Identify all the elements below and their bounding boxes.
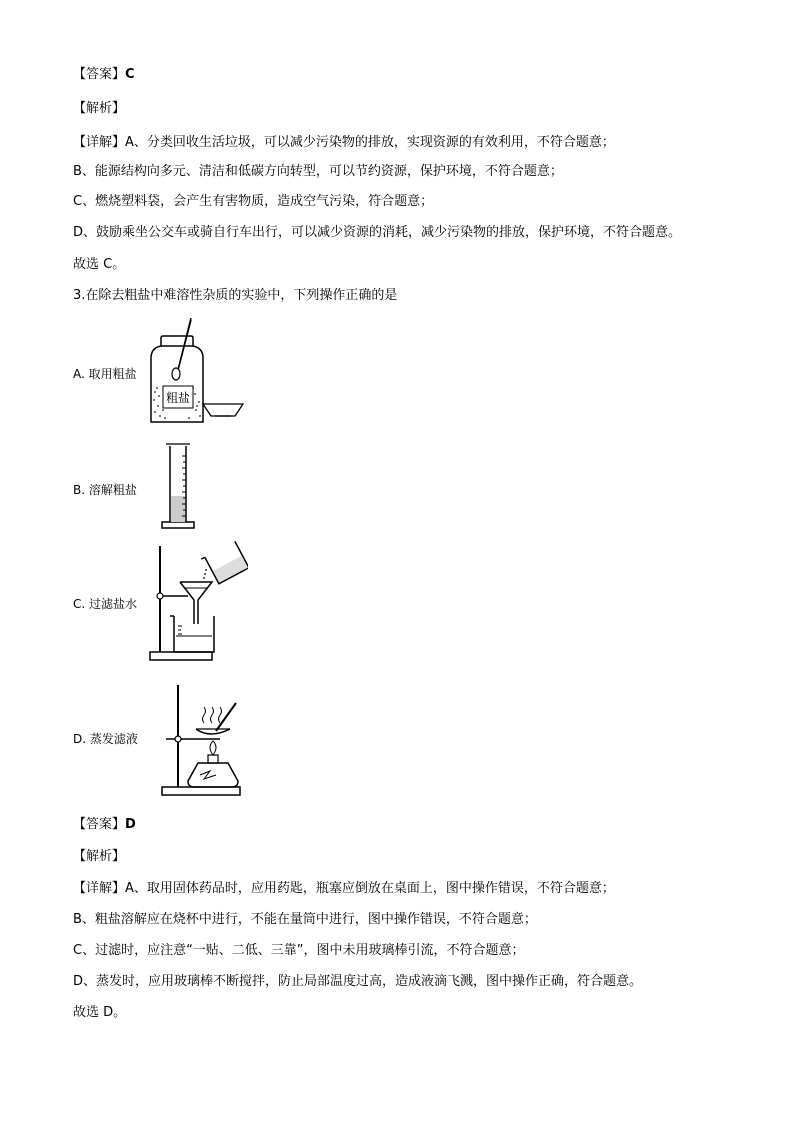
answer-value: C [125, 67, 135, 82]
detail-line: 【详解】A、取用固体药品时，应用药匙，瓶塞应倒放在桌面上，图中操作错误，不符合题意； [73, 881, 615, 896]
answer-line-2 [73, 816, 136, 834]
answer-tag: 【答案】 [73, 67, 126, 82]
answer-line-1 [73, 66, 135, 84]
analysis-heading-2: 【解析】 [73, 849, 126, 864]
option-a-figure [145, 318, 249, 426]
conclusion-line: 故选 D。 [73, 1005, 127, 1020]
question-stem: 3.在除去粗盐中难溶性杂质的实验中，下列操作正确的是 [73, 288, 398, 303]
analysis-heading-1: 【解析】 [73, 101, 126, 116]
answer-tag: 【答案】 [73, 817, 126, 832]
detail-line: 【详解】A、分类回收生活垃圾，可以减少污染物的排放，实现资源的有效利用，不符合题意； [73, 135, 615, 150]
detail-line: C、燃烧塑料袋，会产生有害物质，造成空气污染，符合题意； [73, 194, 434, 209]
conclusion-line: 故选 C。 [73, 257, 126, 272]
detail-line: B、粗盐溶解应在烧杯中进行，不能在量筒中进行，图中操作错误，不符合题意； [73, 912, 537, 927]
option-c-figure [148, 540, 248, 662]
option-c-label: C. 过滤盐水 [73, 597, 138, 611]
detail-line: D、鼓励乘坐公交车或骑自行车出行，可以减少资源的消耗，减少污染物的排放，保护环境，不符合题意。 [73, 225, 682, 240]
bottle-label-text: 粗盐 [165, 391, 191, 405]
option-b-figure [158, 442, 198, 532]
detail-line: B、能源结构向多元、清洁和低碳方向转型，可以节约资源，保护环境，不符合题意； [73, 164, 563, 179]
option-d-figure [160, 683, 250, 799]
option-b-label: B. 溶解粗盐 [73, 483, 137, 497]
detail-line: D、蒸发时，应用玻璃棒不断搅拌，防止局部温度过高，造成液滴飞溅，图中操作正确，符合题意。 [73, 974, 643, 989]
option-d-label: D. 蒸发滤液 [73, 732, 138, 746]
detail-line: C、过滤时，应注意“一贴、二低、三靠”，图中未用玻璃棒引流，不符合题意； [73, 943, 525, 958]
option-a-label: A. 取用粗盐 [73, 367, 137, 381]
answer-value: D [125, 817, 136, 832]
